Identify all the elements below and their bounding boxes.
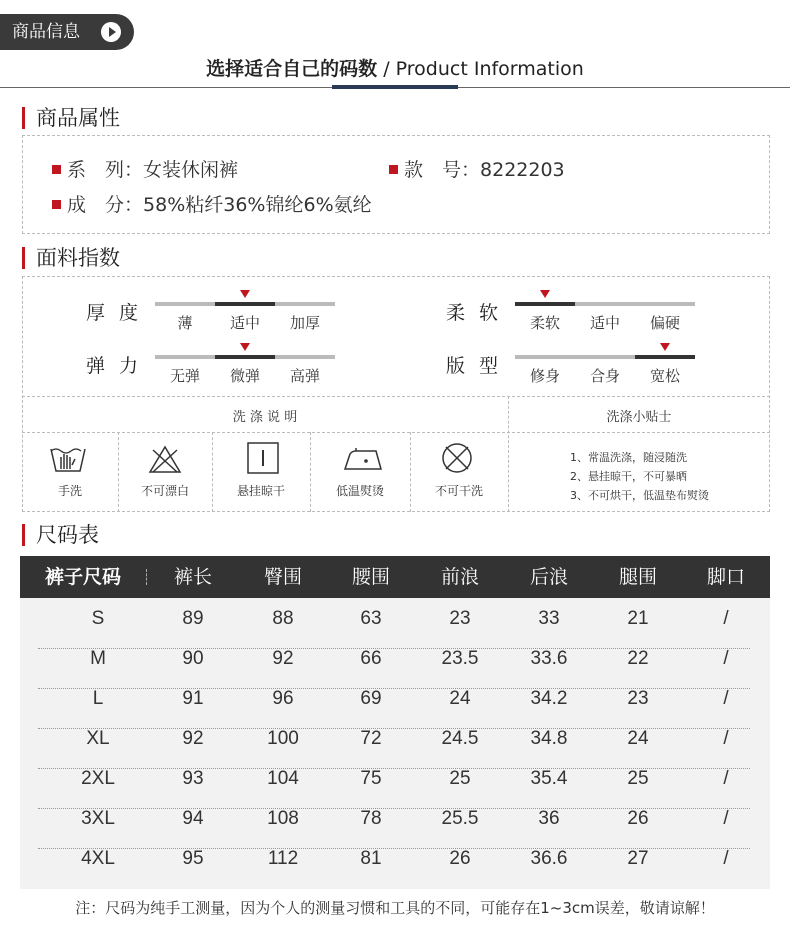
scale-option: 薄 bbox=[177, 314, 193, 332]
tip-item: 2、悬挂晾干，不可暴晒 bbox=[570, 470, 687, 483]
table-cell: 94 bbox=[182, 808, 204, 829]
table-cell: 75 bbox=[360, 768, 382, 789]
attr-composition bbox=[52, 190, 372, 217]
wash-label: 低温熨烫 bbox=[335, 484, 384, 498]
scale-segment bbox=[635, 302, 695, 306]
scale-label-elasticity: 弹 力 bbox=[86, 355, 143, 377]
table-cell: 112 bbox=[267, 848, 299, 869]
selected-marker-icon bbox=[540, 290, 550, 298]
scale-option: 合身 bbox=[589, 367, 620, 385]
column-header: 裤子尺码 bbox=[44, 566, 121, 588]
scale-segment-selected bbox=[635, 355, 695, 359]
attr-value: 女装休闲裤 bbox=[143, 159, 239, 181]
wash-divider-top bbox=[22, 396, 770, 397]
table-cell: / bbox=[723, 648, 729, 669]
scale-option: 加厚 bbox=[289, 314, 320, 332]
scale-option: 适中 bbox=[229, 314, 260, 332]
column-header: 后浪 bbox=[529, 566, 568, 588]
section-badge bbox=[0, 14, 134, 50]
table-cell: 91 bbox=[182, 688, 204, 709]
attributes-box bbox=[22, 135, 770, 234]
scale-segment bbox=[155, 302, 215, 306]
wash-cell-divider bbox=[212, 432, 213, 512]
table-cell: 100 bbox=[267, 728, 299, 749]
table-cell: 25 bbox=[449, 768, 471, 789]
no-bleach-icon bbox=[148, 444, 182, 474]
table-cell: 104 bbox=[267, 768, 299, 789]
table-cell: 63 bbox=[360, 608, 382, 629]
wash-cell-divider bbox=[310, 432, 311, 512]
scale-option: 宽松 bbox=[649, 367, 680, 385]
title-separator: / bbox=[377, 58, 396, 80]
scale-segment bbox=[155, 355, 215, 359]
scale-option: 微弹 bbox=[229, 367, 260, 385]
table-cell: 81 bbox=[360, 848, 382, 869]
fabric-section-title: 面料指数 bbox=[22, 247, 120, 269]
table-cell: 25 bbox=[627, 768, 649, 789]
table-cell: 90 bbox=[182, 648, 204, 669]
table-cell: 66 bbox=[360, 648, 382, 669]
table-cell: 23.5 bbox=[441, 648, 479, 669]
table-cell: / bbox=[723, 608, 729, 629]
table-cell: 2XL bbox=[81, 768, 115, 789]
wash-label: 不可干洗 bbox=[434, 484, 483, 498]
table-cell: 69 bbox=[360, 688, 382, 709]
scale-option: 适中 bbox=[589, 314, 620, 332]
table-cell: 108 bbox=[267, 808, 299, 829]
table-cell: 34.2 bbox=[530, 688, 568, 709]
no-dryclean-icon bbox=[440, 441, 474, 475]
wash-header: 洗 涤 说 明 bbox=[232, 410, 298, 425]
selected-marker-icon bbox=[240, 343, 250, 351]
table-cell: 96 bbox=[272, 688, 294, 709]
table-cell: 3XL bbox=[81, 808, 115, 829]
attr-label: 成 分： bbox=[67, 194, 144, 216]
tip-item: 1、常温洗涤，随浸随洗 bbox=[570, 451, 687, 464]
table-cell: 21 bbox=[627, 608, 649, 629]
scale-option: 无弹 bbox=[169, 367, 200, 385]
hang-dry-icon bbox=[246, 441, 280, 475]
scale-segment bbox=[575, 302, 635, 306]
table-cell: 88 bbox=[272, 608, 294, 629]
tip-item: 3、不可烘干，低温垫布熨烫 bbox=[570, 489, 709, 502]
size-table-body bbox=[20, 598, 770, 889]
attr-value: 8222203 bbox=[480, 159, 565, 181]
scale-segment bbox=[275, 302, 335, 306]
bullet-square bbox=[389, 165, 398, 174]
table-cell: 35.4 bbox=[530, 768, 568, 789]
tips-header: 洗涤小贴士 bbox=[606, 410, 672, 425]
header-divider bbox=[146, 569, 147, 585]
bullet-square bbox=[52, 165, 61, 174]
table-cell: / bbox=[723, 728, 729, 749]
table-cell: 78 bbox=[360, 808, 382, 829]
wash-cell-divider bbox=[118, 432, 119, 512]
table-cell: / bbox=[723, 808, 729, 829]
table-cell: 23 bbox=[627, 688, 649, 709]
scale-segment bbox=[515, 355, 635, 359]
table-cell: M bbox=[90, 648, 106, 669]
scale-thickness bbox=[155, 302, 335, 306]
column-header: 腿围 bbox=[618, 566, 657, 588]
low-iron-icon bbox=[342, 446, 384, 472]
scale-elasticity bbox=[155, 355, 335, 359]
attr-label: 系 列： bbox=[67, 159, 144, 181]
selected-marker-icon bbox=[660, 343, 670, 351]
wash-label: 手洗 bbox=[57, 484, 82, 498]
badge-label: 商品信息 bbox=[12, 22, 80, 42]
title-en: Product Information bbox=[395, 58, 584, 80]
table-cell: / bbox=[723, 688, 729, 709]
table-cell: 89 bbox=[182, 608, 204, 629]
table-cell: 24 bbox=[449, 688, 471, 709]
scale-option: 柔软 bbox=[529, 314, 560, 332]
attr-style-no bbox=[389, 155, 565, 182]
column-header: 前浪 bbox=[440, 566, 479, 588]
table-cell: 95 bbox=[182, 848, 204, 869]
table-cell: 25.5 bbox=[441, 808, 479, 829]
column-header: 腰围 bbox=[351, 566, 390, 588]
table-cell: 26 bbox=[627, 808, 649, 829]
scale-fit bbox=[515, 355, 695, 359]
table-cell: 33.6 bbox=[530, 648, 568, 669]
table-cell: / bbox=[723, 768, 729, 789]
attr-series bbox=[52, 155, 238, 182]
column-header: 臀围 bbox=[263, 566, 302, 588]
table-cell: 72 bbox=[360, 728, 382, 749]
scale-softness bbox=[515, 302, 695, 306]
play-icon bbox=[101, 22, 121, 42]
scale-label-softness: 柔 软 bbox=[446, 302, 503, 324]
table-cell: 34.8 bbox=[530, 728, 568, 749]
table-cell: L bbox=[92, 688, 104, 709]
table-cell: 33 bbox=[538, 608, 560, 629]
wash-label: 不可漂白 bbox=[140, 484, 189, 498]
hand-wash-icon bbox=[48, 443, 88, 475]
size-table-section-title: 尺码表 bbox=[22, 524, 99, 546]
page-title bbox=[0, 54, 790, 81]
bullet-square bbox=[52, 200, 61, 209]
title-cn: 选择适合自己的码数 bbox=[206, 58, 378, 80]
table-cell: S bbox=[91, 608, 105, 629]
table-cell: 36.6 bbox=[530, 848, 568, 869]
scale-option: 偏硬 bbox=[649, 314, 680, 332]
attr-label: 款 号： bbox=[404, 159, 481, 181]
column-header: 脚口 bbox=[706, 566, 745, 588]
wash-cell-divider bbox=[410, 432, 411, 512]
table-cell: 93 bbox=[182, 768, 204, 789]
column-header: 裤长 bbox=[173, 566, 212, 588]
scale-label-fit: 版 型 bbox=[446, 355, 503, 377]
table-cell: 22 bbox=[627, 648, 649, 669]
table-cell: 4XL bbox=[81, 848, 115, 869]
scale-segment-selected bbox=[215, 302, 275, 306]
size-table-header bbox=[20, 556, 770, 598]
table-cell: / bbox=[723, 848, 729, 869]
scale-option: 高弹 bbox=[289, 367, 320, 385]
table-cell: 24 bbox=[627, 728, 649, 749]
scale-label-thickness: 厚 度 bbox=[86, 302, 143, 324]
table-cell: 92 bbox=[182, 728, 204, 749]
table-cell: XL bbox=[86, 728, 110, 749]
attr-value: 58%粘纤36%锦纶6%氨纶 bbox=[143, 194, 372, 216]
attributes-section-title: 商品属性 bbox=[22, 107, 120, 129]
table-cell: 36 bbox=[538, 808, 560, 829]
scale-segment-selected bbox=[515, 302, 575, 306]
header-accent-bar bbox=[332, 85, 458, 89]
table-cell: 23 bbox=[449, 608, 471, 629]
scale-segment-selected bbox=[215, 355, 275, 359]
wash-label: 悬挂晾干 bbox=[236, 484, 285, 498]
table-cell: 27 bbox=[627, 848, 649, 869]
table-cell: 26 bbox=[449, 848, 471, 869]
table-cell: 92 bbox=[272, 648, 294, 669]
scale-segment bbox=[275, 355, 335, 359]
wash-divider-mid bbox=[22, 432, 770, 433]
scale-option: 修身 bbox=[529, 367, 560, 385]
selected-marker-icon bbox=[240, 290, 250, 298]
measurement-note: 注：尺码为纯手工测量，因为个人的测量习惯和工具的不同，可能存在1~3cm误差，敬请谅解！ bbox=[75, 899, 715, 917]
table-cell: 24.5 bbox=[441, 728, 479, 749]
